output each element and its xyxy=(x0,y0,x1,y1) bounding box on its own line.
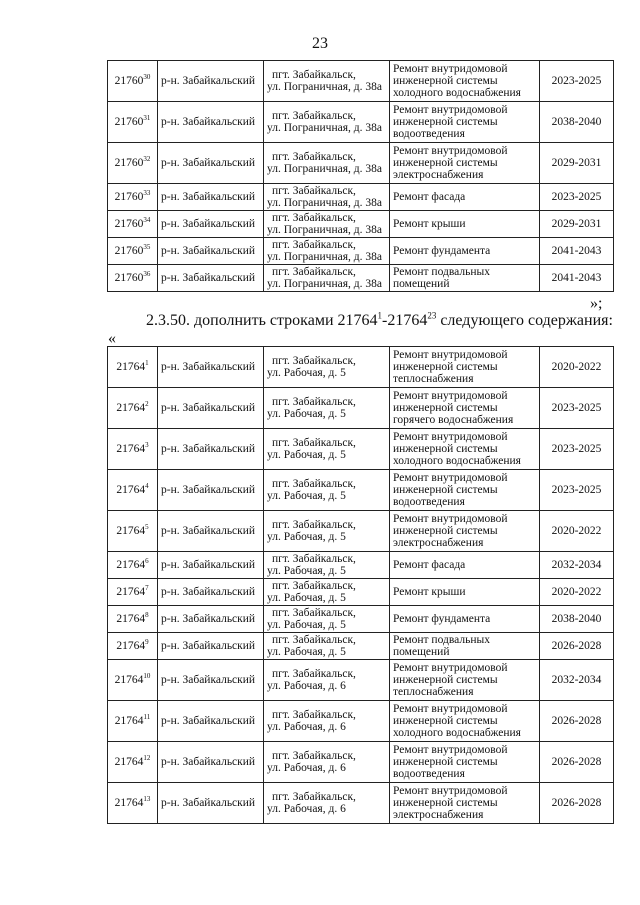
row-work-type: Ремонт внутридомовой инженерной системы электроснабжения xyxy=(390,511,540,552)
row-code: 21764$^8$ xyxy=(108,606,158,633)
row-address: пгт. Забайкальск, ул. Пограничная, д. 38а xyxy=(264,184,390,211)
row-district: р-н. Забайкальский xyxy=(158,429,264,470)
row-period: 2023-2025 xyxy=(540,184,614,211)
table-row xyxy=(108,61,614,102)
row-code: 21760$^{35}$ xyxy=(108,238,158,265)
row-work-type: Ремонт подвальных помещений xyxy=(390,633,540,660)
row-district: р-н. Забайкальский xyxy=(158,742,264,783)
row-code: 21764$^9$ xyxy=(108,633,158,660)
row-district: р-н. Забайкальский xyxy=(158,347,264,388)
row-work-type: Ремонт внутридомовой инженерной системы холодного водоснабжения xyxy=(390,701,540,742)
row-address: пгт. Забайкальск, ул. Рабочая, д. 5 xyxy=(264,579,390,606)
row-work-type: Ремонт внутридомовой инженерной системы водоотведения xyxy=(390,470,540,511)
row-work-type: Ремонт внутридомовой инженерной системы горячего водоснабжения xyxy=(390,388,540,429)
row-code: 21760$^{32}$ xyxy=(108,143,158,184)
table-row xyxy=(108,211,614,238)
row-district: р-н. Забайкальский xyxy=(158,511,264,552)
row-district: р-н. Забайкальский xyxy=(158,660,264,701)
row-code: 21764$^3$ xyxy=(108,429,158,470)
heading-range-end: -21764 xyxy=(382,312,428,329)
row-period: 2026-2028 xyxy=(540,742,614,783)
row-district: р-н. Забайкальский xyxy=(158,61,264,102)
row-code: 21760$^{33}$ xyxy=(108,184,158,211)
row-address: пгт. Забайкальск, ул. Пограничная, д. 38а xyxy=(264,238,390,265)
row-address: пгт. Забайкальск, ул. Пограничная, д. 38а xyxy=(264,143,390,184)
table-row xyxy=(108,701,614,742)
row-code: 21764$^5$ xyxy=(108,511,158,552)
row-district: р-н. Забайкальский xyxy=(158,184,264,211)
table-row xyxy=(108,184,614,211)
row-address: пгт. Забайкальск, ул. Рабочая, д. 5 xyxy=(264,511,390,552)
row-work-type: Ремонт внутридомовой инженерной системы холодного водоснабжения xyxy=(390,429,540,470)
row-address: пгт. Забайкальск, ул. Рабочая, д. 5 xyxy=(264,633,390,660)
row-district: р-н. Забайкальский xyxy=(158,552,264,579)
table-row xyxy=(108,102,614,143)
row-work-type: Ремонт внутридомовой инженерной системы теплоснабжения xyxy=(390,347,540,388)
row-period: 2026-2028 xyxy=(540,701,614,742)
row-work-type: Ремонт внутридомовой инженерной системы электроснабжения xyxy=(390,783,540,824)
section-heading xyxy=(146,312,613,330)
row-district: р-н. Забайкальский xyxy=(158,633,264,660)
row-period: 2032-2034 xyxy=(540,552,614,579)
row-address: пгт. Забайкальск, ул. Рабочая, д. 6 xyxy=(264,742,390,783)
table-row xyxy=(108,742,614,783)
table-row xyxy=(108,552,614,579)
row-work-type: Ремонт внутридомовой инженерной системы водоотведения xyxy=(390,742,540,783)
row-address: пгт. Забайкальск, ул. Рабочая, д. 6 xyxy=(264,660,390,701)
row-code: 21760$^{34}$ xyxy=(108,211,158,238)
row-district: р-н. Забайкальский xyxy=(158,701,264,742)
table-new-rows xyxy=(107,346,614,824)
row-period: 2041-2043 xyxy=(540,238,614,265)
row-work-type: Ремонт внутридомовой инженерной системы электроснабжения xyxy=(390,143,540,184)
row-period: 2023-2025 xyxy=(540,429,614,470)
heading-suffix: следующего содержания: xyxy=(436,312,613,329)
table-row xyxy=(108,633,614,660)
table-row xyxy=(108,265,614,292)
table-existing-rows xyxy=(107,60,614,292)
row-address: пгт. Забайкальск, ул. Рабочая, д. 5 xyxy=(264,470,390,511)
row-code: 21760$^{36}$ xyxy=(108,265,158,292)
row-code: 21760$^{30}$ xyxy=(108,61,158,102)
row-code: 21764$^{12}$ xyxy=(108,742,158,783)
opening-quote: « xyxy=(108,330,116,347)
row-address: пгт. Забайкальск, ул. Рабочая, д. 5 xyxy=(264,552,390,579)
row-code: 21764$^{13}$ xyxy=(108,783,158,824)
row-period: 2020-2022 xyxy=(540,511,614,552)
table-row xyxy=(108,347,614,388)
table-row xyxy=(108,143,614,184)
row-code: 21764$^{10}$ xyxy=(108,660,158,701)
row-code: 21764$^4$ xyxy=(108,470,158,511)
row-work-type: Ремонт внутридомовой инженерной системы холодного водоснабжения xyxy=(390,61,540,102)
row-period: 2032-2034 xyxy=(540,660,614,701)
row-district: р-н. Забайкальский xyxy=(158,211,264,238)
row-work-type: Ремонт фасада xyxy=(390,184,540,211)
row-work-type: Ремонт подвальных помещений xyxy=(390,265,540,292)
row-period: 2026-2028 xyxy=(540,633,614,660)
row-code: 21760$^{31}$ xyxy=(108,102,158,143)
row-address: пгт. Забайкальск, ул. Рабочая, д. 6 xyxy=(264,701,390,742)
row-period: 2020-2022 xyxy=(540,347,614,388)
row-address: пгт. Забайкальск, ул. Рабочая, д. 5 xyxy=(264,429,390,470)
row-address: пгт. Забайкальск, ул. Пограничная, д. 38а xyxy=(264,102,390,143)
row-address: пгт. Забайкальск, ул. Пограничная, д. 38а xyxy=(264,61,390,102)
table-row xyxy=(108,238,614,265)
table-row xyxy=(108,429,614,470)
row-work-type: Ремонт внутридомовой инженерной системы водоотведения xyxy=(390,102,540,143)
row-work-type: Ремонт крыши xyxy=(390,211,540,238)
row-period: 2023-2025 xyxy=(540,388,614,429)
row-code: 21764$^{11}$ xyxy=(108,701,158,742)
table-row xyxy=(108,660,614,701)
row-address: пгт. Забайкальск, ул. Пограничная, д. 38а xyxy=(264,265,390,292)
row-work-type: Ремонт фундамента xyxy=(390,606,540,633)
row-code: 21764$^7$ xyxy=(108,579,158,606)
row-period: 2041-2043 xyxy=(540,265,614,292)
row-address: пгт. Забайкальск, ул. Рабочая, д. 5 xyxy=(264,388,390,429)
table-row xyxy=(108,511,614,552)
row-district: р-н. Забайкальский xyxy=(158,265,264,292)
table-row xyxy=(108,783,614,824)
row-period: 2038-2040 xyxy=(540,102,614,143)
row-district: р-н. Забайкальский xyxy=(158,388,264,429)
row-address: пгт. Забайкальск, ул. Пограничная, д. 38а xyxy=(264,211,390,238)
row-district: р-н. Забайкальский xyxy=(158,143,264,184)
row-district: р-н. Забайкальский xyxy=(158,102,264,143)
row-work-type: Ремонт внутридомовой инженерной системы теплоснабжения xyxy=(390,660,540,701)
row-work-type: Ремонт фасада xyxy=(390,552,540,579)
row-address: пгт. Забайкальск, ул. Рабочая, д. 5 xyxy=(264,606,390,633)
row-period: 2038-2040 xyxy=(540,606,614,633)
row-code: 21764$^1$ xyxy=(108,347,158,388)
page-number: 23 xyxy=(312,35,328,52)
row-period: 2023-2025 xyxy=(540,470,614,511)
row-district: р-н. Забайкальский xyxy=(158,238,264,265)
row-work-type: Ремонт фундамента xyxy=(390,238,540,265)
row-period: 2029-2031 xyxy=(540,211,614,238)
row-work-type: Ремонт крыши xyxy=(390,579,540,606)
heading-prefix: 2.3.50. дополнить строками 21764 xyxy=(146,312,378,329)
row-address: пгт. Забайкальск, ул. Рабочая, д. 5 xyxy=(264,347,390,388)
row-address: пгт. Забайкальск, ул. Рабочая, д. 6 xyxy=(264,783,390,824)
row-period: 2029-2031 xyxy=(540,143,614,184)
table-row xyxy=(108,606,614,633)
row-period: 2026-2028 xyxy=(540,783,614,824)
row-district: р-н. Забайкальский xyxy=(158,783,264,824)
table-row xyxy=(108,470,614,511)
closing-quote: »; xyxy=(590,295,603,312)
heading-sup-start: 1 xyxy=(377,310,382,321)
row-code: 21764$^6$ xyxy=(108,552,158,579)
row-district: р-н. Забайкальский xyxy=(158,579,264,606)
row-code: 21764$^2$ xyxy=(108,388,158,429)
row-period: 2020-2022 xyxy=(540,579,614,606)
row-district: р-н. Забайкальский xyxy=(158,606,264,633)
row-period: 2023-2025 xyxy=(540,61,614,102)
table-row xyxy=(108,388,614,429)
row-district: р-н. Забайкальский xyxy=(158,470,264,511)
heading-sup-end: 23 xyxy=(427,310,437,321)
table-row xyxy=(108,579,614,606)
